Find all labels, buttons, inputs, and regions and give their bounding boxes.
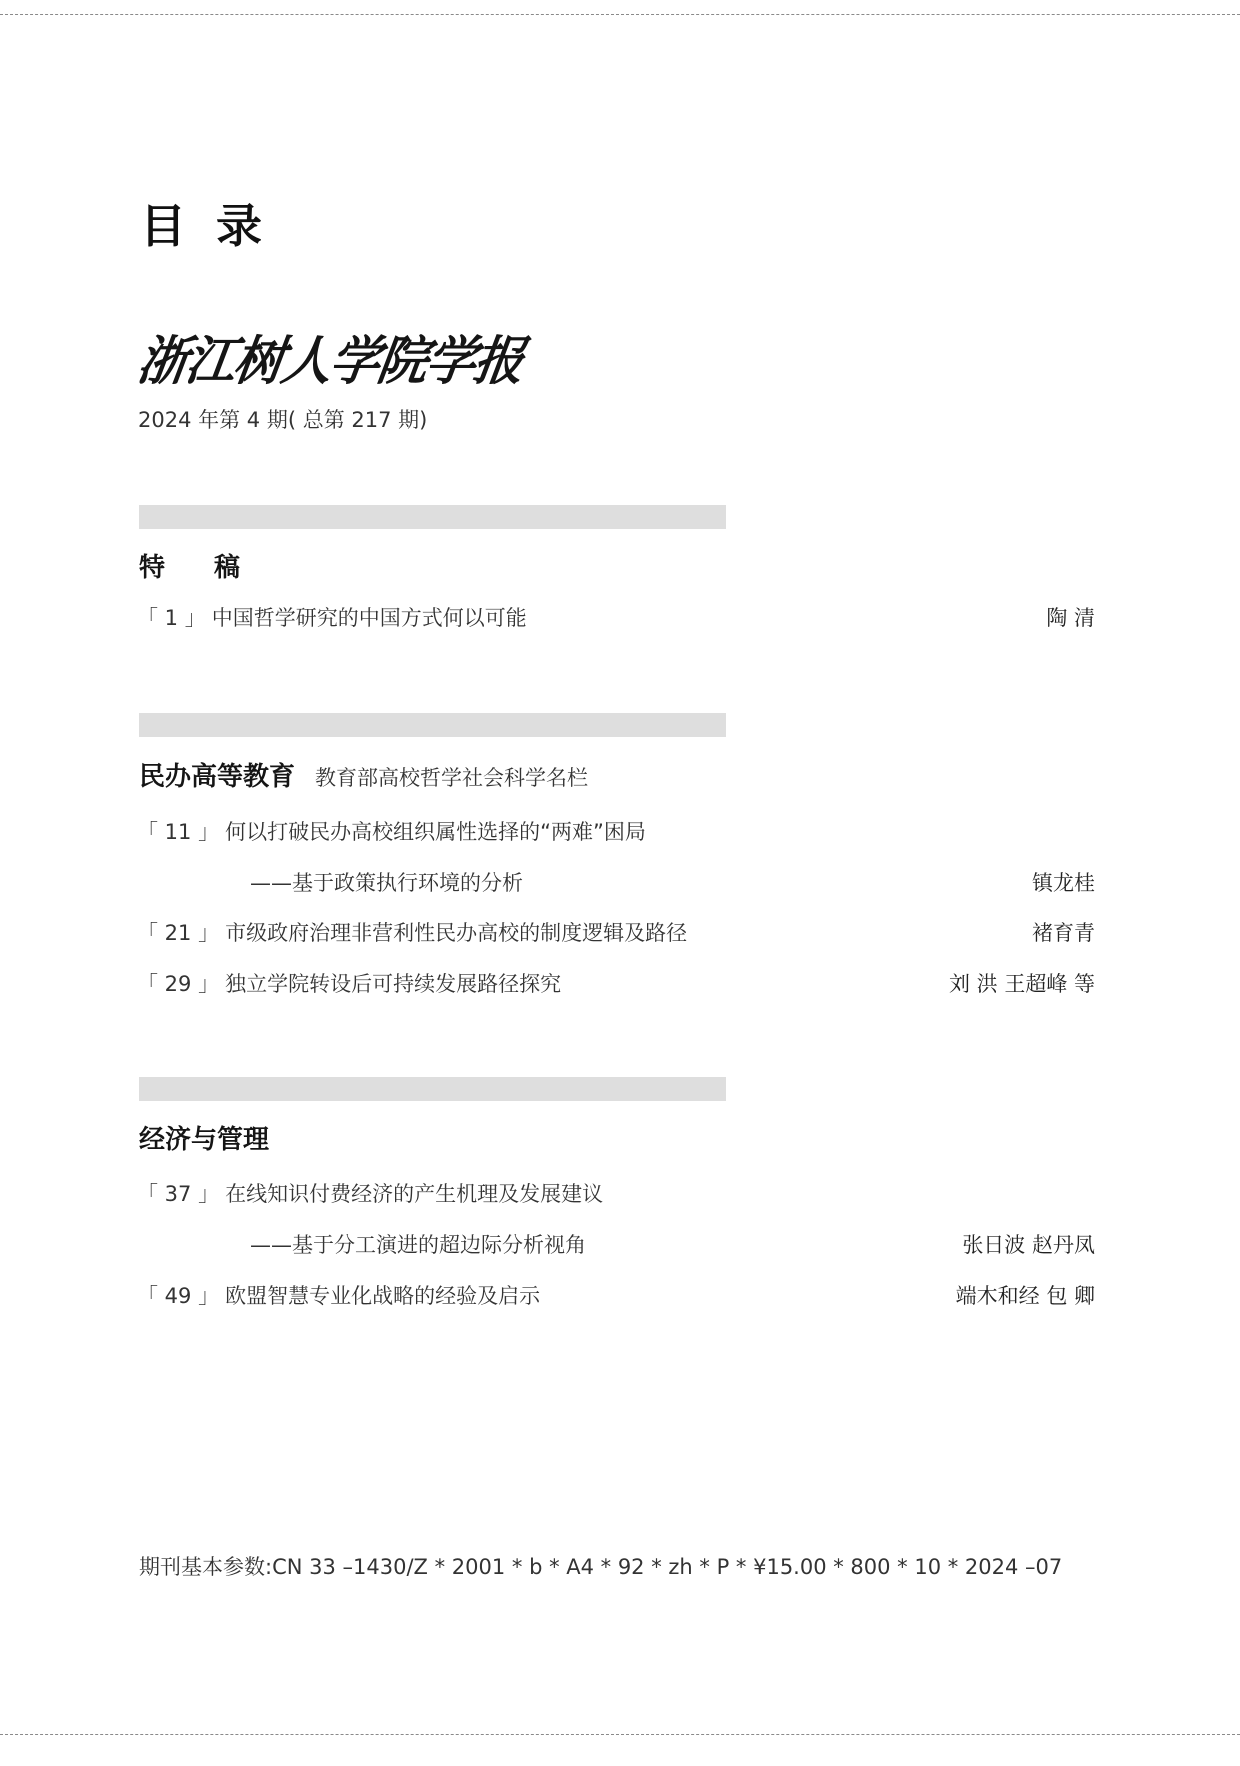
toc-entry[interactable] (137, 601, 1095, 635)
toc-entry[interactable] (137, 815, 1095, 849)
toc-entry[interactable] (137, 967, 1095, 1001)
section-divider-bar (139, 505, 726, 529)
entry-title: 欧盟智慧专业化战略的经验及启示 (225, 1284, 541, 1308)
section-title-private-education (139, 759, 588, 796)
entry-title: 在线知识付费经济的产生机理及发展建议 (225, 1182, 604, 1206)
section-title-economics (139, 1122, 269, 1158)
entry-title: 何以打破民办高校组织属性选择的“两难”困局 (225, 820, 646, 844)
toc-entry[interactable] (137, 1279, 1095, 1313)
entry-title: 市级政府治理非营利性民办高校的制度逻辑及路径 (225, 921, 688, 945)
section-divider-bar (139, 1077, 726, 1101)
entry-title: ——基于政策执行环境的分析 (250, 871, 523, 895)
page-title: 目录 (140, 199, 292, 253)
toc-entry[interactable] (137, 916, 1095, 950)
entry-page-number: 「 11 」 (137, 820, 220, 844)
issue-info: 2024 年第 4 期( 总第 217 期) (138, 408, 428, 432)
section-title-text: 经济与管理 (139, 1125, 270, 1155)
entry-title: 独立学院转设后可持续发展路径探究 (225, 972, 562, 996)
entry-title: 中国哲学研究的中国方式何以可能 (211, 606, 527, 630)
section-subtitle: 教育部高校哲学社会科学名栏 (315, 766, 589, 790)
section-title-special (139, 550, 260, 586)
entry-author: 陶 清 (1046, 606, 1095, 630)
journal-masthead-logo (133, 318, 527, 404)
entry-author: 刘 洪 王超峰 等 (948, 972, 1095, 996)
toc-entry-subtitle[interactable] (137, 1228, 1095, 1262)
entry-page-number: 「 1 」 (137, 606, 206, 630)
top-dashed-border (0, 14, 1240, 15)
entry-page-number: 「 37 」 (137, 1182, 220, 1206)
section-title-text: 民办高等教育 (139, 762, 296, 792)
entry-title: ——基于分工演进的超边际分析视角 (250, 1233, 586, 1257)
entry-author: 褚育青 (1032, 921, 1095, 945)
toc-entry[interactable] (137, 1177, 1095, 1211)
entry-author: 张日波 赵丹凤 (962, 1233, 1095, 1257)
entry-page-number: 「 49 」 (137, 1284, 220, 1308)
section-title-text: 特 稿 (139, 553, 261, 583)
journal-parameters: 期刊基本参数:CN 33 –1430/Z * 2001 * b * A4 * 92 * zh * P * ¥15.00 * 800 * 10 * 2024 –07 (139, 1555, 1063, 1579)
entry-page-number: 「 29 」 (137, 972, 220, 996)
bottom-dashed-border (0, 1734, 1240, 1735)
journal-name-calligraphy: 浙江树人学院学报 (133, 329, 527, 392)
entry-author: 端木和经 包 卿 (955, 1284, 1095, 1308)
section-divider-bar (139, 713, 726, 737)
entry-page-number: 「 21 」 (137, 921, 220, 945)
entry-author: 镇龙桂 (1032, 871, 1095, 895)
toc-entry-subtitle[interactable] (137, 866, 1095, 900)
